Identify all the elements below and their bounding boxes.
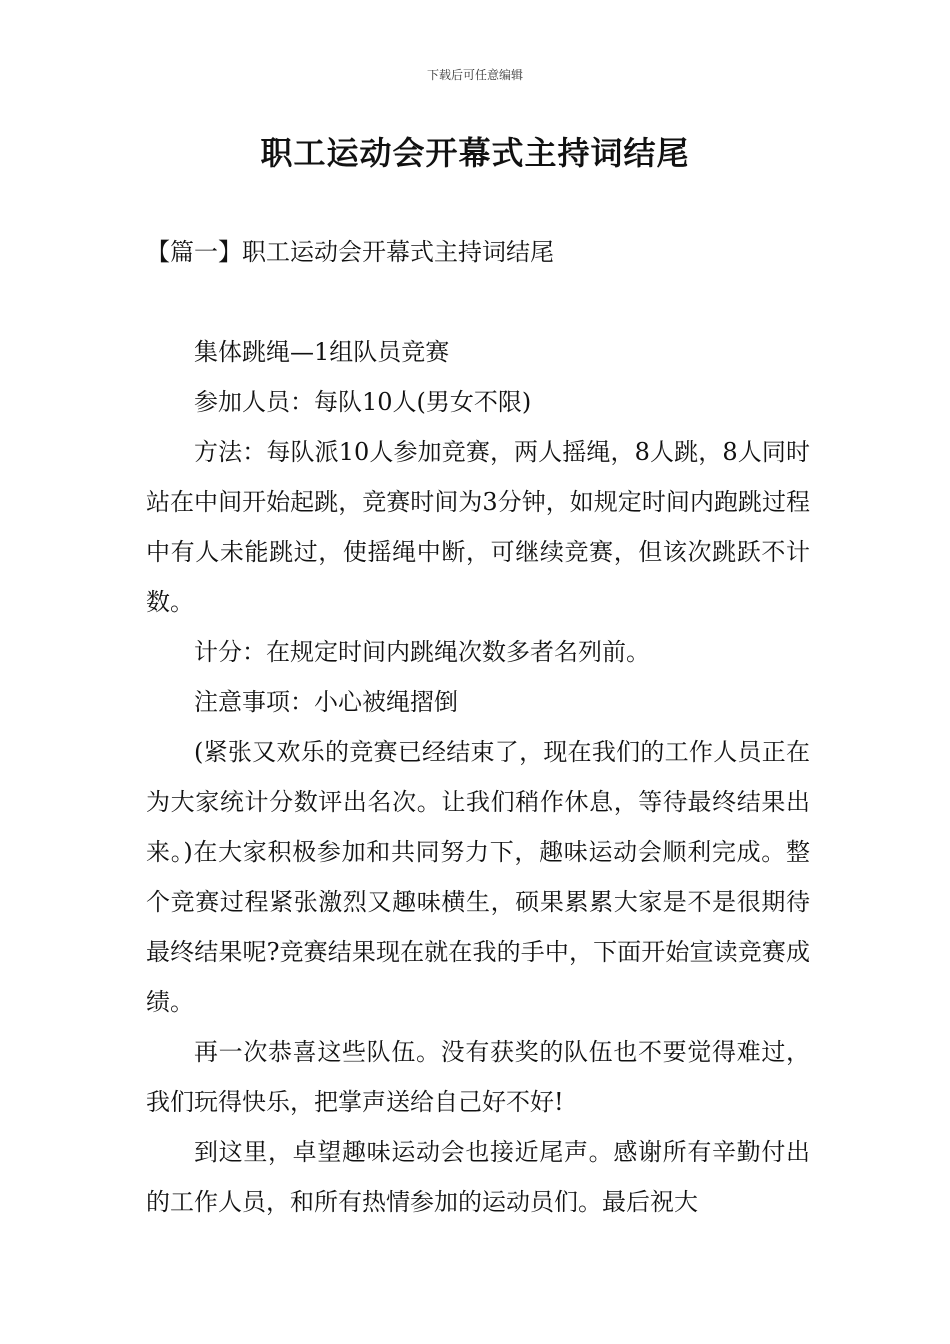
paragraph-notice: 注意事项：小心被绳摺倒 [194,688,458,716]
paragraph-method: 方法：每队派10人参加竞赛，两人摇绳，8人跳，8人同时站在中间开始起跳，竞赛时间为3分钟，如规定时间内跑跳过程中有人未能跳过，使摇绳中断，可继续竞赛，但该次跳跃不计数。 [146,438,810,616]
paragraph-results-announcement: (紧张又欢乐的竞赛已经结束了，现在我们的工作人员正在为大家统计分数评出名次。让我们稍作休息，等待最终结果出来。)在大家积极参加和共同努力下，趣味运动会顺利完成。整个竞赛过程紧张激烈又趣味横生，硕果累累大家是不是很期待最终结果呢?竞赛结果现在就在我的手中，下面开始宣读竞赛成绩。 [146,738,810,1016]
page-header-note: 下载后可任意编辑 [426,68,523,82]
paragraph-congratulations: 再一次恭喜这些队伍。没有获奖的队伍也不要觉得难过，我们玩得快乐，把掌声送给自己好不好! [146,1038,810,1116]
document-body [146,327,810,1227]
paragraph-rope-skipping-title: 集体跳绳—1组队员竞赛 [194,338,450,366]
paragraph-participants: 参加人员：每队10人(男女不限) [194,388,532,416]
paragraph-closing: 到这里，卓望趣味运动会也接近尾声。感谢所有辛勤付出的工作人员，和所有热情参加的运动员们。最后祝大 [146,1138,810,1216]
paragraph-scoring: 计分：在规定时间内跳绳次数多者名列前。 [194,638,650,666]
document-title: 职工运动会开幕式主持词结尾 [260,134,690,172]
section-heading: 【篇一】职工运动会开幕式主持词结尾 [146,238,554,266]
